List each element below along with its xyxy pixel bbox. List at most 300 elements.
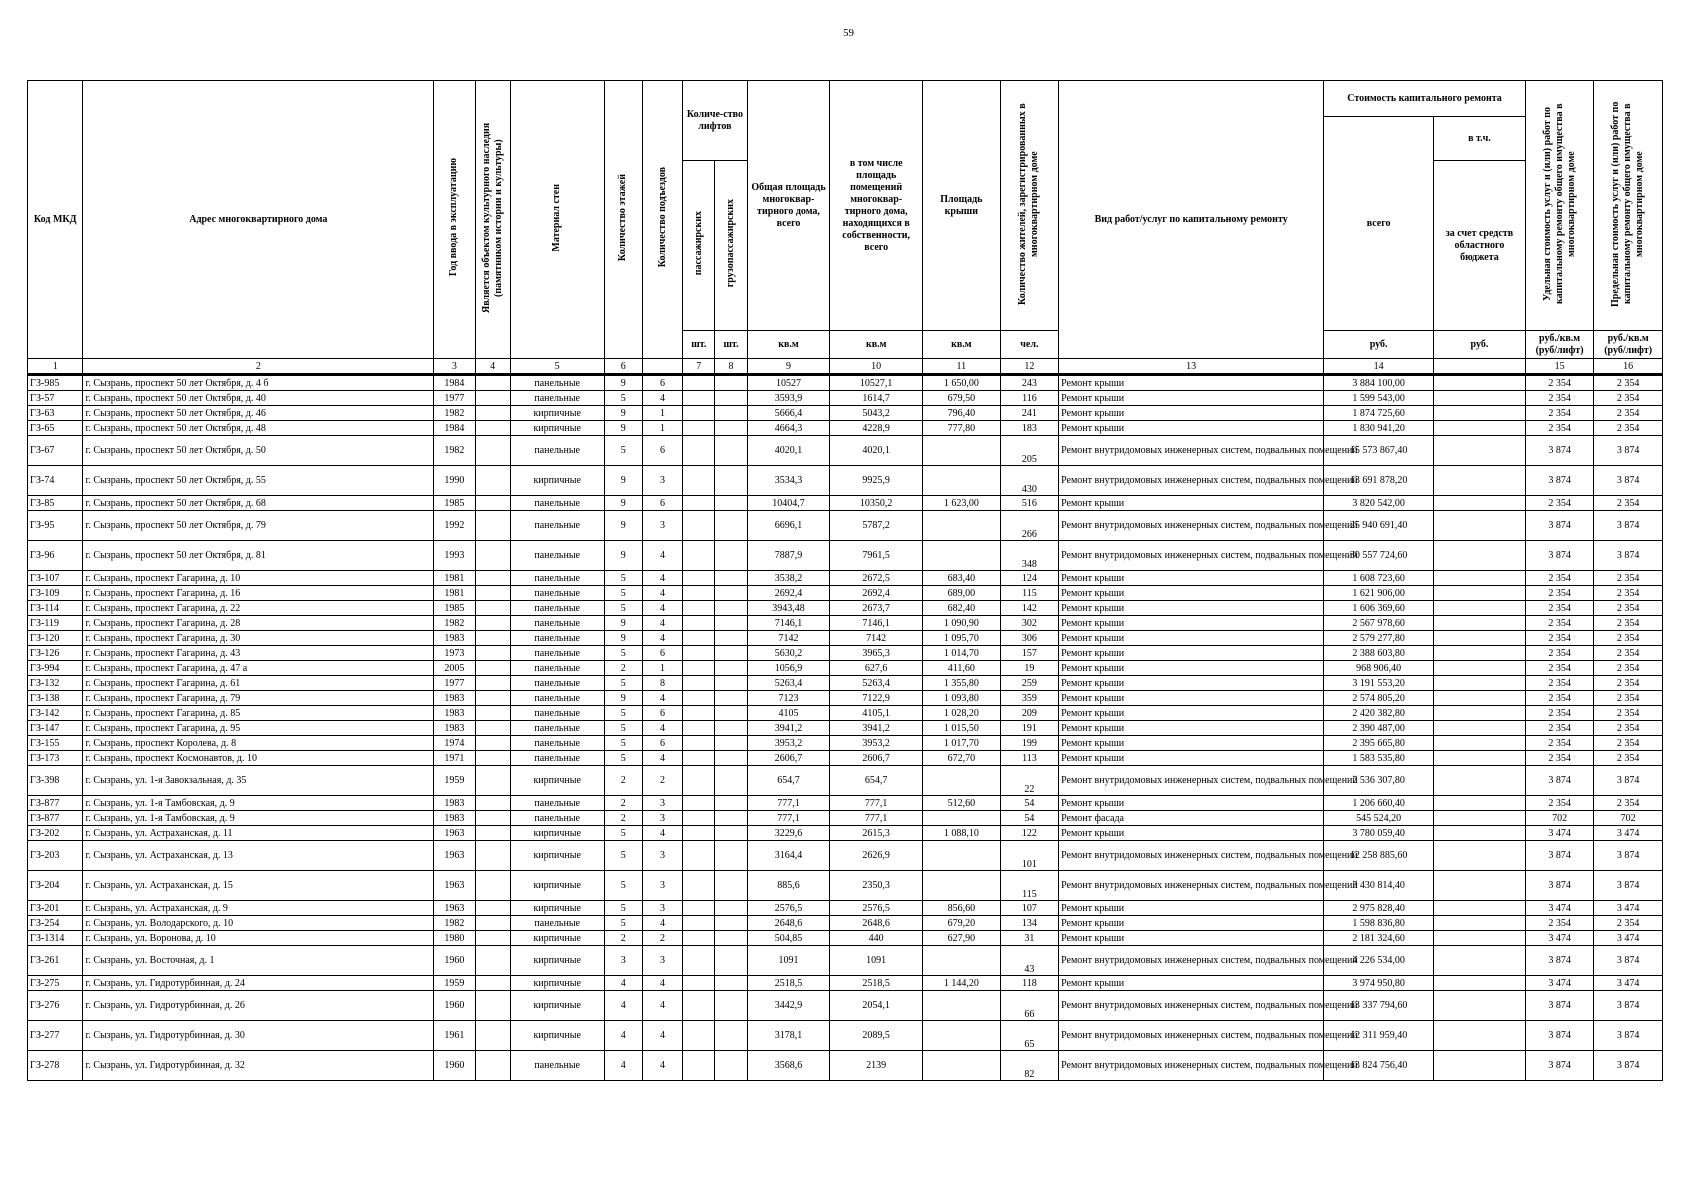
cell-heritage	[475, 901, 510, 916]
cell-limit-cost: 2 354	[1594, 601, 1663, 616]
cell-material: панельные	[510, 691, 604, 706]
table-row	[28, 871, 1663, 901]
cell-material: панельные	[510, 916, 604, 931]
cell-material: панельные	[510, 796, 604, 811]
cell-area-total: 6696,1	[747, 511, 830, 541]
col-number: 2	[83, 359, 434, 375]
cell-cost-total: 1 608 723,60	[1324, 571, 1434, 586]
cell-material: панельные	[510, 391, 604, 406]
cell-floors: 2	[604, 931, 642, 946]
cell-year: 1963	[434, 841, 475, 871]
cell-area-total: 7887,9	[747, 541, 830, 571]
cell-residents: 113	[1000, 751, 1058, 766]
cell-roof-area	[923, 436, 1001, 466]
cell-year: 1983	[434, 631, 475, 646]
cell-heritage	[475, 661, 510, 676]
cell-floors: 4	[604, 976, 642, 991]
cell-material: панельные	[510, 751, 604, 766]
cell-floors: 5	[604, 676, 642, 691]
cell-entrances: 4	[642, 976, 682, 991]
cell-lifts-passenger	[683, 421, 715, 436]
cell-year: 1974	[434, 736, 475, 751]
cell-area-owned: 2518,5	[830, 976, 923, 991]
cell-area-total: 5666,4	[747, 406, 830, 421]
cell-year: 1959	[434, 976, 475, 991]
cell-roof-area: 1 144,20	[923, 976, 1001, 991]
cell-lifts-passenger	[683, 766, 715, 796]
cell-code: ГЗ-132	[28, 676, 83, 691]
cell-material: кирпичные	[510, 466, 604, 496]
table-row	[28, 721, 1663, 736]
cell-year: 1983	[434, 721, 475, 736]
cell-work-type: Ремонт внутридомовых инженерных систем, подвальных помещений	[1059, 466, 1324, 496]
cell-address: г. Сызрань, ул. 1-я Завокзальная, д. 35	[83, 766, 434, 796]
cell-lifts-cargo	[715, 466, 747, 496]
cell-work-type: Ремонт внутридомовых инженерных систем, подвальных помещений	[1059, 946, 1324, 976]
cell-work-type: Ремонт внутридомовых инженерных систем, подвальных помещений	[1059, 991, 1324, 1021]
cell-code: ГЗ-119	[28, 616, 83, 631]
cell-floors: 5	[604, 841, 642, 871]
cell-address: г. Сызрань, ул. Гидротурбинная, д. 24	[83, 976, 434, 991]
cell-year: 1982	[434, 916, 475, 931]
cell-material: панельные	[510, 571, 604, 586]
cell-lifts-cargo	[715, 976, 747, 991]
table-row	[28, 751, 1663, 766]
cell-floors: 9	[604, 466, 642, 496]
cell-code: ГЗ-398	[28, 766, 83, 796]
cell-lifts-passenger	[683, 901, 715, 916]
cell-residents: 142	[1000, 601, 1058, 616]
cell-lifts-cargo	[715, 616, 747, 631]
cell-limit-cost: 2 354	[1594, 375, 1663, 391]
cell-roof-area	[923, 511, 1001, 541]
cell-lifts-cargo	[715, 736, 747, 751]
cell-code: ГЗ-203	[28, 841, 83, 871]
cell-material: панельные	[510, 646, 604, 661]
cell-year: 1993	[434, 541, 475, 571]
cell-address: г. Сызрань, ул. Гидротурбинная, д. 30	[83, 1021, 434, 1051]
cell-address: г. Сызрань, ул. Гидротурбинная, д. 26	[83, 991, 434, 1021]
cell-heritage	[475, 436, 510, 466]
cell-unit-cost: 2 354	[1525, 646, 1594, 661]
cell-area-owned: 2606,7	[830, 751, 923, 766]
cell-unit-cost: 2 354	[1525, 616, 1594, 631]
cell-lifts-passenger	[683, 841, 715, 871]
cell-material: панельные	[510, 601, 604, 616]
col-number: 14	[1324, 359, 1434, 375]
cell-lifts-passenger	[683, 946, 715, 976]
cell-cost-total: 3 884 100,00	[1324, 375, 1434, 391]
cell-address: г. Сызрань, проспект 50 лет Октября, д. 4 б	[83, 375, 434, 391]
unit-rate-unit: руб./кв.м (руб/лифт)	[1525, 331, 1594, 359]
cell-floors: 5	[604, 586, 642, 601]
unit-people: чел.	[1000, 331, 1058, 359]
col-number: 3	[434, 359, 475, 375]
cell-unit-cost: 2 354	[1525, 691, 1594, 706]
header-cost-total: всего	[1324, 117, 1434, 331]
cell-lifts-cargo	[715, 931, 747, 946]
cell-area-total: 2692,4	[747, 586, 830, 601]
cell-code: ГЗ-57	[28, 391, 83, 406]
cell-code: ГЗ-114	[28, 601, 83, 616]
cell-entrances: 4	[642, 721, 682, 736]
cell-limit-cost: 3 874	[1594, 871, 1663, 901]
table-row	[28, 631, 1663, 646]
header-material: Материал стен	[510, 81, 604, 359]
header-lifts-passenger: пассажирских	[683, 161, 715, 331]
unit-rate-limit: руб./кв.м (руб/лифт)	[1594, 331, 1663, 359]
cell-entrances: 6	[642, 706, 682, 721]
cell-year: 1971	[434, 751, 475, 766]
cell-residents: 243	[1000, 375, 1058, 391]
cell-entrances: 6	[642, 375, 682, 391]
cell-address: г. Сызрань, ул. Астраханская, д. 11	[83, 826, 434, 841]
unit-rub-regional: руб.	[1434, 331, 1526, 359]
cell-lifts-passenger	[683, 436, 715, 466]
cell-entrances: 3	[642, 946, 682, 976]
cell-heritage	[475, 375, 510, 391]
cell-residents: 134	[1000, 916, 1058, 931]
cell-address: г. Сызрань, ул. Воронова, д. 10	[83, 931, 434, 946]
cell-cost-regional	[1434, 436, 1526, 466]
cell-area-total: 3229,6	[747, 826, 830, 841]
cell-limit-cost: 3 874	[1594, 1021, 1663, 1051]
cell-roof-area: 1 014,70	[923, 646, 1001, 661]
cell-floors: 4	[604, 1021, 642, 1051]
cell-address: г. Сызрань, проспект Гагарина, д. 61	[83, 676, 434, 691]
cell-lifts-passenger	[683, 375, 715, 391]
cell-residents: 124	[1000, 571, 1058, 586]
cell-lifts-passenger	[683, 916, 715, 931]
header-residents: Количество жителей, зарегистрированных в многоквартирном доме	[1000, 81, 1058, 331]
cell-heritage	[475, 541, 510, 571]
cell-cost-total: 1 621 906,00	[1324, 586, 1434, 601]
cell-material: кирпичные	[510, 766, 604, 796]
cell-cost-regional	[1434, 721, 1526, 736]
cell-lifts-cargo	[715, 706, 747, 721]
cell-cost-regional	[1434, 631, 1526, 646]
capital-repair-register-table	[27, 80, 1663, 1081]
cell-work-type: Ремонт крыши	[1059, 826, 1324, 841]
cell-area-owned: 1091	[830, 946, 923, 976]
cell-unit-cost: 3 874	[1525, 436, 1594, 466]
cell-year: 1983	[434, 796, 475, 811]
cell-code: ГЗ-126	[28, 646, 83, 661]
cell-limit-cost: 3 874	[1594, 541, 1663, 571]
cell-lifts-cargo	[715, 1021, 747, 1051]
cell-area-owned: 10527,1	[830, 375, 923, 391]
cell-floors: 4	[604, 991, 642, 1021]
cell-entrances: 3	[642, 811, 682, 826]
cell-heritage	[475, 706, 510, 721]
cell-work-type: Ремонт крыши	[1059, 616, 1324, 631]
cell-lifts-cargo	[715, 796, 747, 811]
cell-unit-cost: 2 354	[1525, 421, 1594, 436]
cell-area-total: 4105	[747, 706, 830, 721]
cell-unit-cost: 3 874	[1525, 946, 1594, 976]
cell-lifts-cargo	[715, 631, 747, 646]
cell-limit-cost: 2 354	[1594, 391, 1663, 406]
cell-floors: 5	[604, 871, 642, 901]
cell-work-type: Ремонт внутридомовых инженерных систем, подвальных помещений	[1059, 436, 1324, 466]
table-row	[28, 766, 1663, 796]
cell-roof-area: 777,80	[923, 421, 1001, 436]
cell-lifts-passenger	[683, 796, 715, 811]
cell-unit-cost: 3 874	[1525, 541, 1594, 571]
cell-cost-total: 3 820 542,00	[1324, 496, 1434, 511]
cell-code: ГЗ-107	[28, 571, 83, 586]
cell-unit-cost: 3 474	[1525, 931, 1594, 946]
cell-unit-cost: 2 354	[1525, 571, 1594, 586]
cell-area-owned: 4105,1	[830, 706, 923, 721]
cell-unit-cost: 2 354	[1525, 406, 1594, 421]
cell-work-type: Ремонт крыши	[1059, 916, 1324, 931]
cell-floors: 5	[604, 646, 642, 661]
cell-limit-cost: 2 354	[1594, 586, 1663, 601]
cell-area-owned: 3953,2	[830, 736, 923, 751]
cell-limit-cost: 3 474	[1594, 931, 1663, 946]
cell-unit-cost: 2 354	[1525, 661, 1594, 676]
cell-roof-area: 689,00	[923, 586, 1001, 601]
cell-work-type: Ремонт внутридомовых инженерных систем, подвальных помещений	[1059, 766, 1324, 796]
cell-unit-cost: 2 354	[1525, 375, 1594, 391]
cell-cost-regional	[1434, 646, 1526, 661]
table-row	[28, 436, 1663, 466]
cell-cost-regional	[1434, 916, 1526, 931]
cell-roof-area: 1 355,80	[923, 676, 1001, 691]
cell-code: ГЗ-85	[28, 496, 83, 511]
header-entrances: Количество подъездов	[642, 81, 682, 359]
cell-entrances: 4	[642, 616, 682, 631]
col-number: 11	[923, 359, 1001, 375]
cell-limit-cost: 3 874	[1594, 511, 1663, 541]
cell-lifts-passenger	[683, 1051, 715, 1081]
cell-floors: 5	[604, 706, 642, 721]
cell-cost-regional	[1434, 601, 1526, 616]
cell-code: ГЗ-138	[28, 691, 83, 706]
cell-cost-total: 2 388 603,80	[1324, 646, 1434, 661]
cell-cost-total: 2 395 665,80	[1324, 736, 1434, 751]
cell-entrances: 8	[642, 676, 682, 691]
cell-residents: 122	[1000, 826, 1058, 841]
cell-year: 1985	[434, 496, 475, 511]
cell-unit-cost: 2 354	[1525, 736, 1594, 751]
table-row	[28, 661, 1663, 676]
header-cost-regional: за счет средств областного бюджета	[1434, 161, 1526, 331]
cell-lifts-cargo	[715, 586, 747, 601]
cell-roof-area	[923, 991, 1001, 1021]
cell-address: г. Сызрань, проспект 50 лет Октября, д. 55	[83, 466, 434, 496]
cell-work-type: Ремонт крыши	[1059, 661, 1324, 676]
cell-roof-area: 1 015,50	[923, 721, 1001, 736]
cell-residents: 116	[1000, 391, 1058, 406]
cell-area-owned: 777,1	[830, 796, 923, 811]
cell-area-owned: 440	[830, 931, 923, 946]
cell-address: г. Сызрань, проспект Гагарина, д. 79	[83, 691, 434, 706]
cell-material: панельные	[510, 436, 604, 466]
cell-work-type: Ремонт крыши	[1059, 601, 1324, 616]
cell-lifts-passenger	[683, 676, 715, 691]
cell-entrances: 4	[642, 826, 682, 841]
cell-code: ГЗ-201	[28, 901, 83, 916]
cell-code: ГЗ-202	[28, 826, 83, 841]
cell-area-total: 5263,4	[747, 676, 830, 691]
cell-roof-area: 682,40	[923, 601, 1001, 616]
cell-work-type: Ремонт крыши	[1059, 706, 1324, 721]
cell-area-total: 654,7	[747, 766, 830, 796]
table-row	[28, 841, 1663, 871]
cell-year: 1963	[434, 826, 475, 841]
cell-work-type: Ремонт крыши	[1059, 796, 1324, 811]
cell-limit-cost: 3 474	[1594, 901, 1663, 916]
cell-area-total: 2518,5	[747, 976, 830, 991]
cell-entrances: 4	[642, 631, 682, 646]
cell-cost-total: 1 606 369,60	[1324, 601, 1434, 616]
cell-limit-cost: 3 874	[1594, 946, 1663, 976]
cell-work-type: Ремонт крыши	[1059, 901, 1324, 916]
cell-entrances: 1	[642, 406, 682, 421]
cell-year: 1977	[434, 391, 475, 406]
cell-area-owned: 7146,1	[830, 616, 923, 631]
cell-cost-regional	[1434, 391, 1526, 406]
cell-heritage	[475, 601, 510, 616]
cell-roof-area: 1 095,70	[923, 631, 1001, 646]
cell-lifts-passenger	[683, 496, 715, 511]
cell-limit-cost: 2 354	[1594, 496, 1663, 511]
header-floors: Количество этажей	[604, 81, 642, 359]
header-area-total: Общая площадь многоквар-тирного дома, всего	[747, 81, 830, 331]
cell-code: ГЗ-109	[28, 586, 83, 601]
cell-limit-cost: 2 354	[1594, 706, 1663, 721]
cell-area-total: 7142	[747, 631, 830, 646]
col-number: 1	[28, 359, 83, 375]
cell-cost-total: 30 557 724,60	[1324, 541, 1434, 571]
cell-heritage	[475, 916, 510, 931]
cell-work-type: Ремонт крыши	[1059, 646, 1324, 661]
cell-floors: 3	[604, 946, 642, 976]
cell-cost-regional	[1434, 421, 1526, 436]
cell-year: 1960	[434, 946, 475, 976]
cell-limit-cost: 2 354	[1594, 691, 1663, 706]
cell-unit-cost: 3 874	[1525, 1051, 1594, 1081]
cell-lifts-passenger	[683, 991, 715, 1021]
cell-address: г. Сызрань, проспект 50 лет Октября, д. 79	[83, 511, 434, 541]
cell-unit-cost: 2 354	[1525, 721, 1594, 736]
cell-material: кирпичные	[510, 841, 604, 871]
cell-limit-cost: 2 354	[1594, 406, 1663, 421]
cell-year: 1960	[434, 991, 475, 1021]
cell-area-owned: 2692,4	[830, 586, 923, 601]
cell-entrances: 6	[642, 436, 682, 466]
cell-area-owned: 7142	[830, 631, 923, 646]
cell-cost-total: 3 780 059,40	[1324, 826, 1434, 841]
cell-area-owned: 2648,6	[830, 916, 923, 931]
cell-residents: 31	[1000, 931, 1058, 946]
cell-floors: 9	[604, 631, 642, 646]
cell-floors: 5	[604, 571, 642, 586]
cell-lifts-cargo	[715, 841, 747, 871]
cell-entrances: 6	[642, 646, 682, 661]
cell-heritage	[475, 721, 510, 736]
cell-work-type: Ремонт крыши	[1059, 391, 1324, 406]
cell-roof-area: 1 088,10	[923, 826, 1001, 841]
cell-work-type: Ремонт внутридомовых инженерных систем, подвальных помещений	[1059, 871, 1324, 901]
cell-heritage	[475, 841, 510, 871]
cell-address: г. Сызрань, проспект Гагарина, д. 28	[83, 616, 434, 631]
cell-lifts-passenger	[683, 466, 715, 496]
cell-year: 1984	[434, 375, 475, 391]
cell-floors: 5	[604, 436, 642, 466]
cell-limit-cost: 3 874	[1594, 436, 1663, 466]
table-row	[28, 511, 1663, 541]
cell-residents: 266	[1000, 511, 1058, 541]
cell-lifts-cargo	[715, 541, 747, 571]
table-row	[28, 391, 1663, 406]
cell-lifts-cargo	[715, 676, 747, 691]
cell-area-owned: 2673,7	[830, 601, 923, 616]
cell-cost-regional	[1434, 496, 1526, 511]
unit-pcs-cargo: шт.	[715, 331, 747, 359]
header-lifts: Количе-ство лифтов	[683, 81, 748, 161]
header-address: Адрес многоквартирного дома	[83, 81, 434, 359]
cell-heritage	[475, 406, 510, 421]
cell-heritage	[475, 736, 510, 751]
cell-lifts-cargo	[715, 375, 747, 391]
cell-lifts-passenger	[683, 721, 715, 736]
cell-code: ГЗ-147	[28, 721, 83, 736]
cell-entrances: 6	[642, 496, 682, 511]
cell-area-total: 3178,1	[747, 1021, 830, 1051]
table-row	[28, 901, 1663, 916]
table-header	[28, 81, 1663, 375]
cell-heritage	[475, 811, 510, 826]
cell-roof-area	[923, 811, 1001, 826]
cell-entrances: 4	[642, 601, 682, 616]
cell-heritage	[475, 796, 510, 811]
cell-year: 1973	[434, 646, 475, 661]
cell-limit-cost: 3 874	[1594, 466, 1663, 496]
cell-roof-area	[923, 1051, 1001, 1081]
cell-residents: 107	[1000, 901, 1058, 916]
header-area-owned: в том числе площадь помещений многоквар-тирного дома, находящихся в собственности, всего	[830, 81, 923, 331]
cell-work-type: Ремонт крыши	[1059, 691, 1324, 706]
cell-lifts-passenger	[683, 976, 715, 991]
cell-entrances: 2	[642, 931, 682, 946]
col-number: 15	[1525, 359, 1594, 375]
cell-code: ГЗ-74	[28, 466, 83, 496]
cell-limit-cost: 2 354	[1594, 916, 1663, 931]
cell-entrances: 3	[642, 466, 682, 496]
cell-cost-total: 1 206 660,40	[1324, 796, 1434, 811]
cell-cost-total: 3 430 814,40	[1324, 871, 1434, 901]
header-year: Год ввода в эксплуатацию	[434, 81, 475, 359]
cell-address: г. Сызрань, проспект Гагарина, д. 43	[83, 646, 434, 661]
cell-floors: 5	[604, 751, 642, 766]
cell-area-owned: 777,1	[830, 811, 923, 826]
cell-address: г. Сызрань, проспект Космонавтов, д. 10	[83, 751, 434, 766]
cell-cost-total: 1 874 725,60	[1324, 406, 1434, 421]
cell-roof-area: 679,20	[923, 916, 1001, 931]
cell-entrances: 4	[642, 1021, 682, 1051]
cell-material: панельные	[510, 721, 604, 736]
cell-roof-area: 856,60	[923, 901, 1001, 916]
cell-lifts-passenger	[683, 661, 715, 676]
cell-area-total: 3442,9	[747, 991, 830, 1021]
cell-address: г. Сызрань, проспект Гагарина, д. 16	[83, 586, 434, 601]
cell-cost-regional	[1434, 511, 1526, 541]
cell-material: панельные	[510, 586, 604, 601]
cell-residents: 209	[1000, 706, 1058, 721]
